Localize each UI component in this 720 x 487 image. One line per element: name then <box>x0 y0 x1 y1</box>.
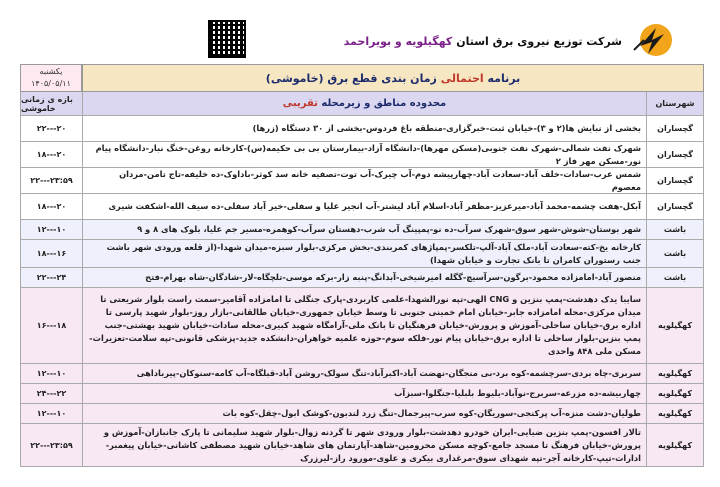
title-highlight: احتمالی <box>440 71 484 85</box>
area-cell: سایبا یدک دهدشت-پمپ بنزین و CNG الهی-تپه نورالشهدا-علمی کاربردی-پارک جنگلی تا امامزاده آقامیر-سمت راست بلوار شریعتی تا میدان مرکزی-محله امامزاده جابر-خیابان امام خمینی جنوبی تا وسط خیابان جمهوری-خیابان طالقانی-بازار روز-بلوار شهید پارسی تا اداره برق-خیابان ساحلی-آموزش و پرورش-خیابان فرهنگیان تا بانک ملی-آرامگاه شهید کبیری-محله سادات-خیابان شهید بهشتی-جنب پمپ بنزین-بلوار ساحلی تا اداره برق-خیابان پیام نور-فلکه سوم-حوزه علمیه خواهران-دانشکده جدید-پزشکی قانونی-تپه سلامت-تعزیرات-مسکن ملی ۸۴۸ واحدی <box>82 288 646 363</box>
title-pre: برنامه <box>487 71 521 85</box>
time-cell: ۱۲---۱۰ <box>20 404 82 423</box>
city-cell: گچساران <box>646 194 704 219</box>
area-cell: منصور آباد-امامزاده محمود-برگون-سرآسیچ-گگله امیرشیخی-آبدانگ-پنبه زار-برکه موسی-تلچگاه-لار-شادگان-شاه بهرام-فتح <box>82 268 646 287</box>
area-cell: کارخانه یخ-کته-سعادت آباد-ملک آباد-آلپ-تلکسر-پمپاژهای کمربندی-بخش مرکزی-بلوار سبزه-میدان شهدا-(از قلعه ورودی شهر باشت جنب رستوران کامران تا بانک تجارت و خیابان شهدا) <box>82 240 646 267</box>
time-cell: ۲۲---۲۴ <box>20 268 82 287</box>
city-cell: باشت <box>646 220 704 239</box>
table-row <box>20 168 704 194</box>
city-cell: کهگیلویه <box>646 384 704 403</box>
header-area-highlight: تقریبی <box>282 98 318 109</box>
company-name <box>252 35 622 48</box>
date: ۱۴۰۵/۰۵/۱۱ <box>31 79 71 88</box>
area-cell: طولیان-دشت منزه-آب پرکنجی-سوریگان-کوه سرب-پیرجمال-تنگ زرد لندبون-کوشک ابول-چقل-کوه بات <box>82 404 646 423</box>
city-cell: گچساران <box>646 168 704 193</box>
tavanir-logo-icon <box>630 20 678 60</box>
city-cell: کهگیلویه <box>646 424 704 466</box>
company-province: کهگیلویه و بویراحمد <box>343 35 453 48</box>
city-cell: باشت <box>646 240 704 267</box>
table-row <box>20 194 704 220</box>
table-row <box>20 142 704 168</box>
schedule-title <box>82 64 704 92</box>
time-cell: ۱۲---۱۰ <box>20 220 82 239</box>
header-city: شهرستان <box>646 92 704 115</box>
time-cell: ۱۸---۲۰ <box>20 142 82 167</box>
area-cell: سربری-چاه بردی-سرچشمه-کوه برد-بی منجگان-نهضت آباد-اکبرآباد-تنگ سولک-روشن آباد-قبلگاه-آب کامه-سنوکان-پیرباداهی <box>82 364 646 383</box>
area-cell: بخشی از نبایش ها(۲ و ۳)-خیابان ثبت-خبرگزاری-منطقه باغ فردوس-بخشی از ۳۰ دستگاه (زرها) <box>82 116 646 141</box>
time-cell: ۲۲---۲۳:۵۹ <box>20 168 82 193</box>
time-cell: ۱۸---۱۶ <box>20 240 82 267</box>
header-area-pre: محدوده مناطق و زیرمحله <box>321 98 447 109</box>
city-cell: گچساران <box>646 116 704 141</box>
table-row <box>20 268 704 288</box>
header-time: بازه ی زمانی خاموشی <box>20 92 82 115</box>
area-cell: شهرک نفت شمالی-شهرک نفت جنوبی(مسکن مهرها)-دانشگاه آزاد-بیمارستان بی بی حکیمه(س)-کارخانه روغن-خنگ نبار-دانشگاه پیام نور-مسکن مهر فاز ۲ <box>82 142 646 167</box>
area-cell: آبکل-هفت چشمه-محمد آباد-میرعزیز-مظفر آباد-اسلام آباد لیشتر-آب انجیر علیا و سفلی-خیر آباد سفلی-ده سیف الله-اشکفت شیری <box>82 194 646 219</box>
city-cell: کهگیلویه <box>646 364 704 383</box>
city-cell: کهگیلویه <box>646 404 704 423</box>
time-cell: ۱۸---۲۰ <box>20 194 82 219</box>
area-cell: شمس عرب-سادات-خلف آباد-سعادت آباد-چهارپیشه دوم-آب چیرک-آب توت-تصفیه خانه سد کوثر-باداوک-ده خلیفه-تاج تامن-مردان معصوم <box>82 168 646 193</box>
table-row <box>20 288 704 364</box>
time-cell: ۱۲---۱۰ <box>20 364 82 383</box>
area-cell: شهر بوستان-شوش-شهر سوق-شهرک سرآب-ده نو-پمپینگ آب شرب-دهستان سرآب-کوهمره-مسیر جم علیا، بلوک های ۸ و ۹ <box>82 220 646 239</box>
table-row <box>20 384 704 404</box>
table-body <box>20 116 704 467</box>
table-row <box>20 404 704 424</box>
header <box>20 8 704 64</box>
time-cell: ۲۲---۲۰ <box>20 116 82 141</box>
title-post: زمان بندی قطع برق (خاموشی) <box>265 71 437 85</box>
city-cell: باشت <box>646 268 704 287</box>
date-box <box>20 64 82 92</box>
table-header-row <box>20 92 704 116</box>
area-cell: تالار افسون-پمپ بنزین ضیایی-ایران خودرو دهدشت-بلوار ورودی شهر تا گردنه زوال-بلوار شهید سلیمانی تا پارک جانبازان-آموزش و پرورش-خیابان فرهنگ تا مسجد جامع-کوچه مسکن محرومین-شاهد-آپارتمان های شاهد-خیابان شهید مصطفی کاشانی-خیابان پیغمبر-ادارات-تیپ-کارخانه آجر-تپه شهدای سوق-مرغداری بیکری و علوی-مورود راز-لیرزرک <box>82 424 646 466</box>
time-cell: ۲۴---۲۲ <box>20 384 82 403</box>
table-row <box>20 424 704 467</box>
announcement-page <box>20 8 704 487</box>
city-cell: گچساران <box>646 142 704 167</box>
area-cell: چهاربیشه-ده مزرعه-سربرج-نوآباد-بلیوط بلبلیا-جنگلوا-سبزآب <box>82 384 646 403</box>
header-area <box>82 92 646 115</box>
city-cell: کهگیلویه <box>646 288 704 363</box>
table-row <box>20 240 704 268</box>
outage-table <box>20 92 704 467</box>
weekday: یکشنبه <box>39 67 63 76</box>
table-row <box>20 220 704 240</box>
company-prefix: شرکت توزیع نیروی برق استان <box>456 35 622 48</box>
table-row <box>20 116 704 142</box>
table-row <box>20 364 704 384</box>
qr-code <box>208 20 246 58</box>
time-cell: ۱۶---۱۸ <box>20 288 82 363</box>
time-cell: ۲۲---۲۳:۵۹ <box>20 424 82 466</box>
